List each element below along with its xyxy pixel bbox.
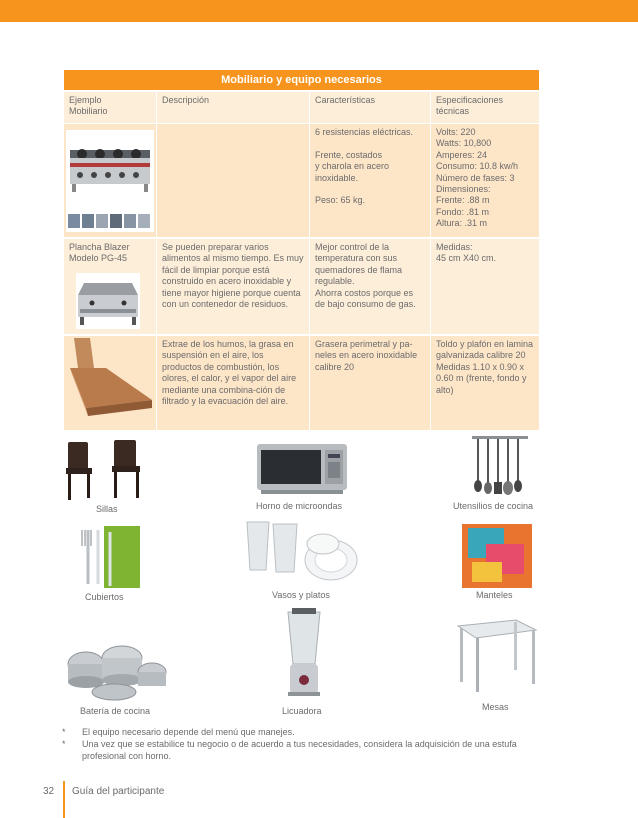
- cutlery-image: [74, 526, 140, 588]
- row-example-cell: [64, 124, 156, 237]
- table-row: [64, 124, 539, 237]
- row-example-label: Plancha Blazer Modelo PG-45: [69, 242, 130, 264]
- header-ejemplo: Ejemplo Mobiliario: [69, 95, 108, 117]
- table-row: [64, 336, 539, 430]
- cookware-image: [64, 622, 172, 702]
- caption-microondas: Horno de microondas: [256, 501, 343, 511]
- header-caracteristicas: Características: [309, 92, 430, 123]
- row-characteristics-cell: Grasera perimetral y pa-neles en acero inoxidable calibre 20: [309, 336, 430, 430]
- row-specs-cell: Volts: 220 Watts: 10,800 Amperes: 24 Consumo: 10.8 kw/h Número de fases: 3 Dimensiones: Frente: .88 m Fondo: .81 m Altura: .31 m: [430, 124, 539, 237]
- footnotes: [62, 726, 542, 762]
- griddle-image: [76, 273, 140, 329]
- footnote-text: El equipo necesario depende del menú que manejes.: [82, 727, 295, 737]
- table-image: [454, 616, 538, 694]
- header-especificaciones: Especificaciones técnicas: [430, 92, 539, 123]
- top-accent-bar: [0, 0, 638, 22]
- row-example-cell: [64, 239, 156, 334]
- footer-divider: [63, 781, 65, 818]
- footnote-marker: *: [62, 727, 66, 737]
- footnote: [62, 738, 542, 762]
- caption-cubiertos: Cubiertos: [85, 592, 124, 602]
- kitchen-utensils-image: [470, 432, 530, 500]
- row-specs-cell: Medidas: 45 cm X40 cm.: [430, 239, 539, 334]
- footnote-marker: *: [62, 739, 66, 749]
- page-number: 32: [43, 786, 55, 797]
- row-description-cell: Se pueden preparar varios alimentos al mismo tiempo. Es muy fácil de limpiar porque está construido en acero inoxidable y tiene mayor higiene porque cuenta con un contenedor de residuos.: [156, 239, 309, 334]
- microwave-image: [255, 440, 349, 496]
- caption-sillas: Sillas: [96, 504, 118, 514]
- footer-text: Guía del participante: [72, 786, 165, 797]
- table-title: Mobiliario y equipo necesarios: [64, 70, 539, 90]
- footnote: [62, 726, 542, 738]
- caption-manteles: Manteles: [476, 590, 513, 600]
- footnote-text: Una vez que se estabilice tu negocio o de acuerdo a tus necesidades, considera la adquisición de una estufa profesional con horno.: [82, 739, 517, 761]
- table-header-row: [64, 92, 539, 123]
- row-characteristics-cell: Mejor control de la temperatura con sus quemadores de flama regulable. Ahorra costos porque es de bajo consumo de gas.: [309, 239, 430, 334]
- caption-licuadora: Licuadora: [282, 706, 322, 716]
- caption-utensilios: Utensilios de cocina: [453, 501, 534, 511]
- caption-vasos-platos: Vasos y platos: [272, 590, 330, 600]
- row-description-cell: [156, 124, 309, 237]
- row-characteristics-cell: 6 resistencias eléctricas. Frente, costados y charola en acero inoxidable. Peso: 65 kg.: [309, 124, 430, 237]
- blender-image: [282, 608, 326, 698]
- row-description-cell: Extrae de los humos, la grasa en suspensión en el aire, los productos de combustión, los olores, el calor, y el vapor del aire mediante una combina-ción de filtrado y la evacuación del aire.: [156, 336, 309, 430]
- row-example-cell: [64, 336, 156, 430]
- table-row: [64, 239, 539, 334]
- stove-image: [66, 130, 154, 232]
- extractor-hood-image: [66, 338, 154, 428]
- header-descripcion: Descripción: [156, 92, 309, 123]
- caption-mesas: Mesas: [482, 702, 509, 712]
- chairs-image: [62, 438, 150, 502]
- caption-bateria: Batería de cocina: [80, 706, 151, 716]
- row-specs-cell: Toldo y plafón en lamina galvanizada calibre 20 Medidas 1.10 x 0.90 x 0.60 m (frente, fondo y alto): [430, 336, 539, 430]
- tablecloths-image: [462, 522, 532, 588]
- glasses-plates-image: [245, 518, 373, 588]
